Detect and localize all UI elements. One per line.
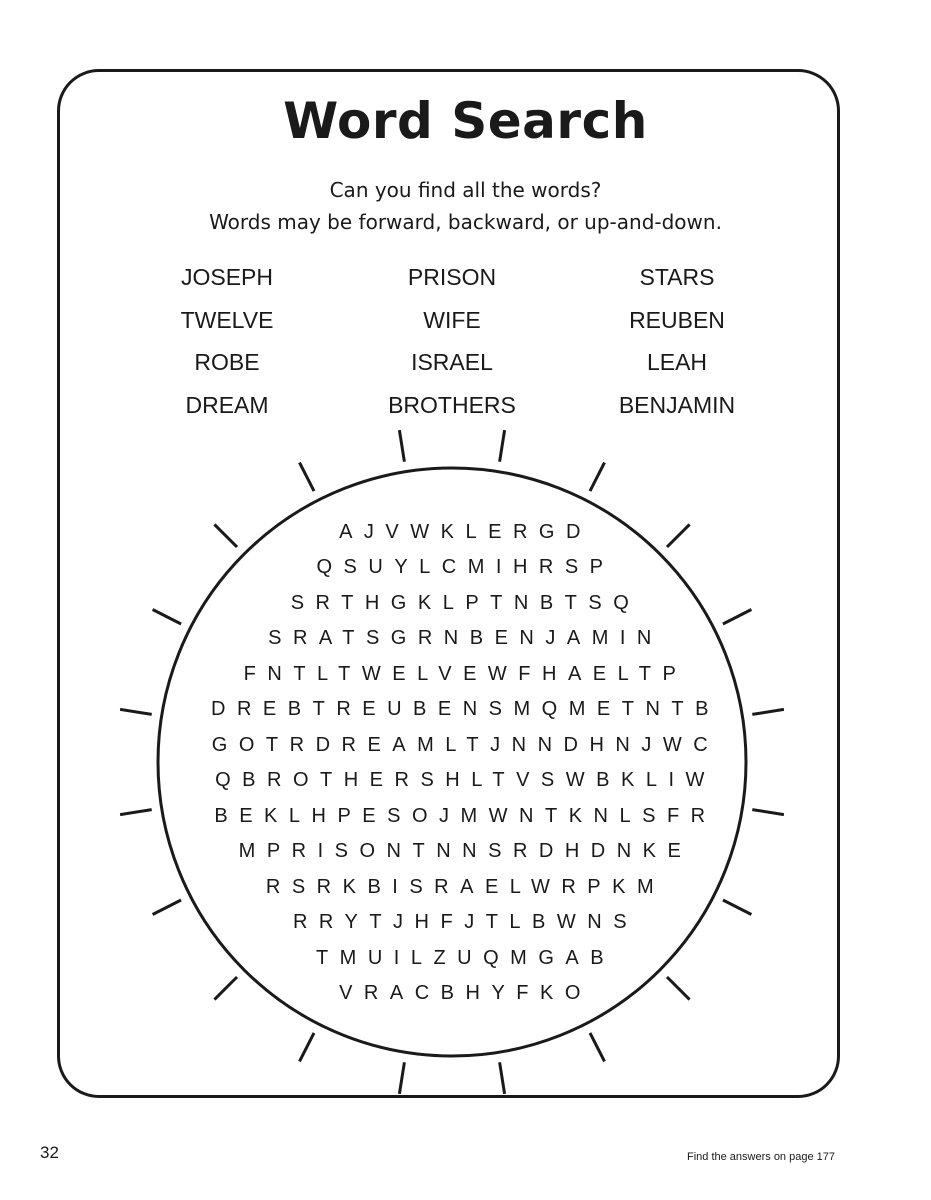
word-list-item: LEAH: [646, 349, 708, 375]
word-list-item: TWELVE: [180, 307, 274, 333]
grid-row: RSRKBISRAELWRPKM: [265, 876, 666, 898]
sun-ray: [500, 1062, 505, 1094]
word-list-item: BENJAMIN: [618, 392, 736, 418]
word-list-item: ROBE: [194, 349, 260, 375]
grid-row: MPRISONTNNSRDHDNKE: [238, 840, 693, 862]
sun-ray: [399, 430, 404, 462]
word-list-item: STARS: [639, 264, 715, 290]
sun-ray: [590, 1033, 605, 1062]
sun-ray: [300, 1033, 315, 1062]
grid-row: QSUYLCMIHRSP: [316, 556, 615, 578]
word-list-item: WIFE: [423, 307, 481, 333]
answers-note: Find the answers on page 177: [687, 1151, 835, 1163]
page-number: 32: [40, 1143, 59, 1162]
word-list-item: JOSEPH: [180, 264, 274, 290]
word-list-item: BROTHERS: [388, 392, 516, 418]
sun-ray: [500, 430, 505, 462]
grid-row: SRTHGKLPTNBTSQ: [290, 592, 641, 614]
sun-ray: [399, 1062, 404, 1094]
grid-row: VRACBHYFKO: [339, 982, 592, 1004]
grid-row: QBROTHERSHLTVSWBKLIW: [215, 769, 716, 791]
grid-row: AJVWKLERGD: [339, 521, 592, 543]
sun-ray: [590, 463, 605, 492]
grid-row: GOTRDREAMLTJNNDHNJWC: [211, 734, 720, 756]
grid-row: SRATSGRNBENJAMIN: [268, 627, 663, 649]
word-list-item: REUBEN: [629, 307, 725, 333]
grid-row: FNTLTWELVEWFHAELTP: [243, 663, 688, 685]
grid-row: DREBTREUBENSMQMETNTB: [211, 698, 720, 720]
sun-ray: [300, 463, 315, 492]
grid-row: TMUILZUQMGAB: [315, 947, 616, 969]
page-title: Word Search: [283, 92, 648, 150]
grid-row: BEKLHPESOJMWNTKNLSFR: [214, 805, 717, 827]
instruction-line-1: Can you find all the words?: [329, 178, 602, 202]
word-list-item: ISRAEL: [411, 349, 493, 375]
word-list-item: DREAM: [185, 392, 269, 418]
grid-row: RRYTJHFJTLBWNS: [292, 911, 639, 933]
word-list-item: PRISON: [407, 264, 497, 290]
instruction-line-2: Words may be forward, backward, or up-and-down.: [209, 210, 722, 234]
